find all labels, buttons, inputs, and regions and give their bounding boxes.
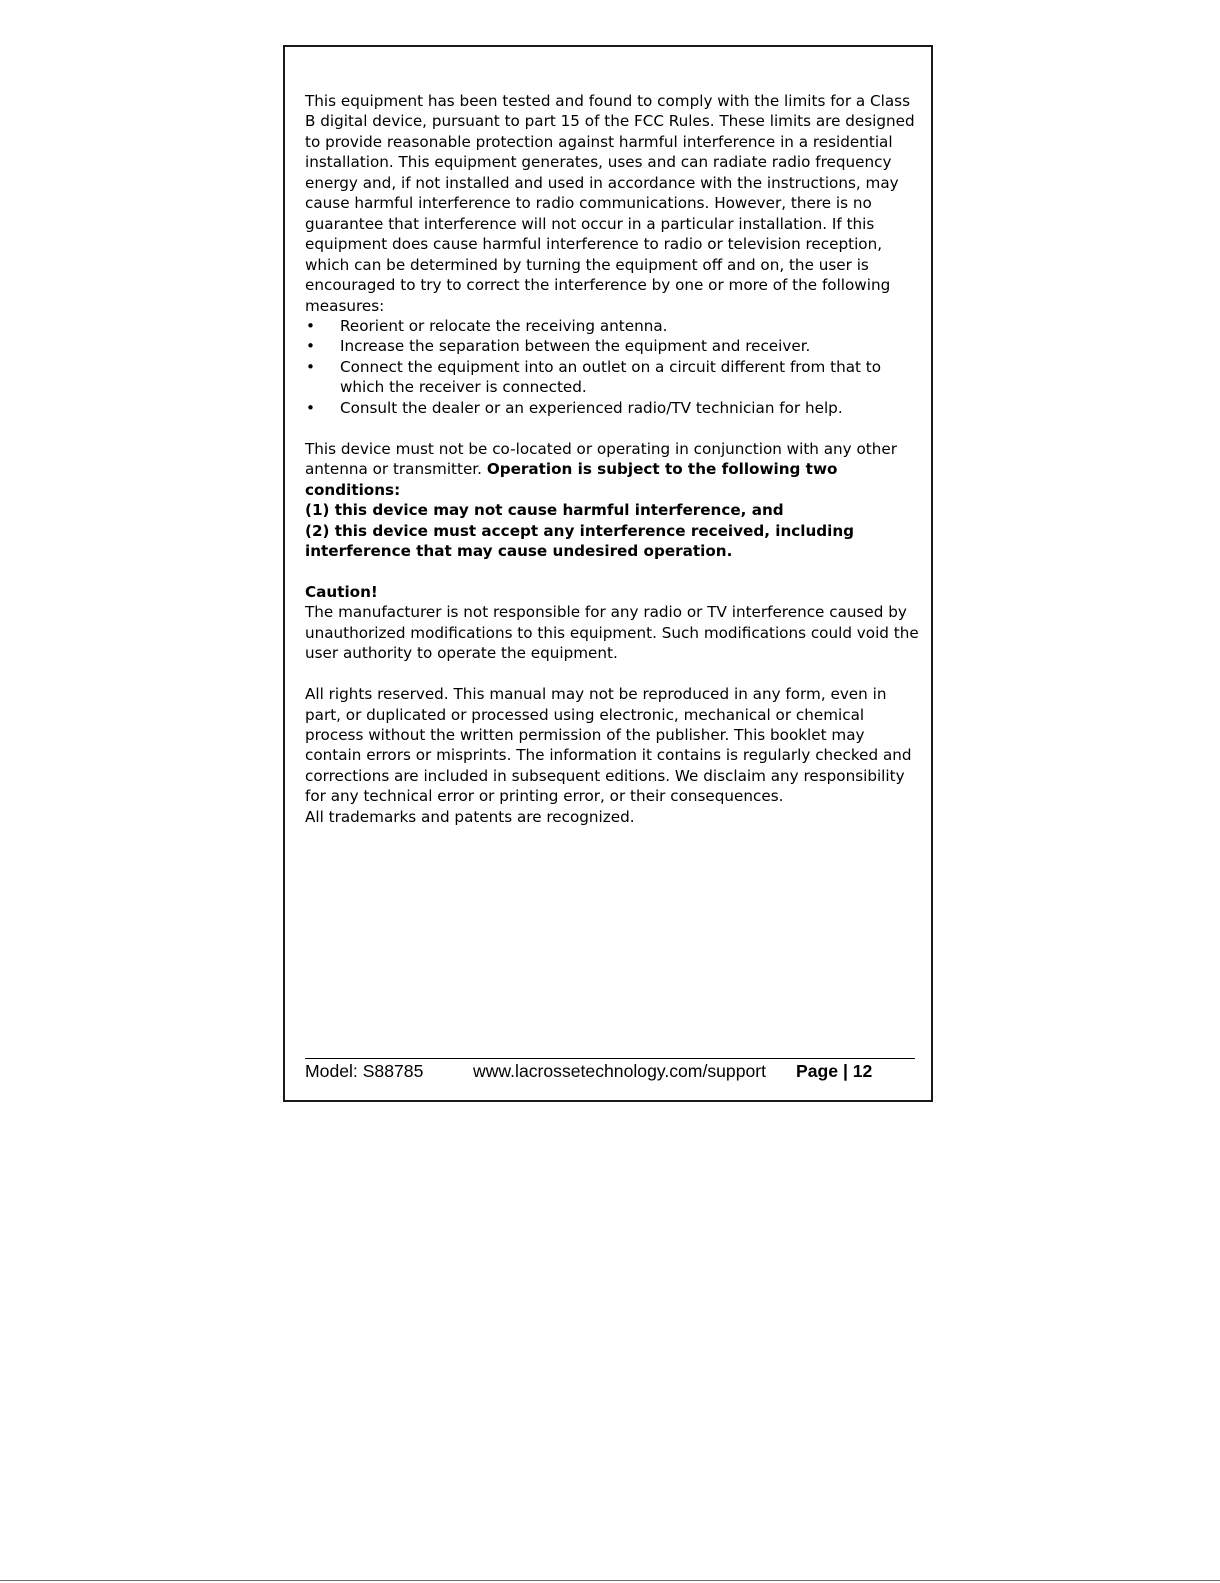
list-item [305, 336, 925, 356]
model-number: Model: S88785 [305, 1061, 424, 1081]
paragraph-spacer [305, 664, 925, 684]
caution-paragraph: The manufacturer is not responsible for any radio or TV interference caused by unauthorized modifications to this equipment. Such modifications could void the user authority to operate the equipment. [305, 603, 919, 663]
bullet-icon: • [306, 398, 315, 417]
rights-paragraph: All rights reserved. This manual may not be reproduced in any form, even in part, or duplicated or processed using electronic, mechanical or chemical process without the written permission of the publisher. This booklet may contain errors or misprints. The information it contains is regularly checked and corrections are included in subsequent editions. We disclaim any responsibility for any technical error or printing error, or their consequences. [305, 685, 912, 806]
measure-text: Reorient or relocate the receiving antenna. [340, 316, 668, 335]
measure-text: Connect the equipment into an outlet on a circuit different from that to which the receiver is connected. [340, 357, 882, 397]
colocation-text: This device must not be co-located or operating in conjunction with any other antenna or transmitter. [305, 439, 897, 479]
caution-heading: Caution! [305, 582, 378, 601]
list-item [305, 316, 925, 336]
list-item [305, 357, 925, 398]
bullet-icon: • [306, 357, 315, 376]
paragraph-spacer [305, 561, 925, 581]
bullet-icon: • [306, 316, 315, 335]
page-edge-line [0, 1580, 1220, 1581]
support-url: www.lacrossetechnology.com/support [473, 1061, 767, 1081]
condition-two: (2) this device must accept any interference received, including interference that may cause undesired operation. [305, 521, 855, 560]
list-item [305, 398, 925, 418]
condition-one: (1) this device may not cause harmful interference, and [305, 501, 784, 520]
manual-page-content [305, 91, 925, 827]
conditions-intro: Operation is subject to the following two conditions: [305, 460, 838, 499]
measure-text: Consult the dealer or an experienced radio/TV technician for help. [340, 398, 843, 417]
bullet-icon: • [306, 337, 315, 356]
measure-text: Increase the separation between the equipment and receiver. [340, 337, 811, 356]
paragraph-spacer [305, 418, 925, 438]
interference-measures-list [305, 316, 925, 418]
trademarks-line: All trademarks and patents are recognized. [305, 807, 635, 826]
fcc-compliance-paragraph: This equipment has been tested and found to comply with the limits for a Class B digital device, pursuant to part 15 of the FCC Rules. These limits are designed to provide reasonable protection against harmful interference in a residential installation. This equipment generates, uses and can radiate radio frequency energy and, if not installed and used in accordance with the instructions, may cause harmful interference to radio communications. However, there is no guarantee that interference will not occur in a particular installation. If this equipment does cause harmful interference to radio or television reception, which can be determined by turning the equipment off and on, the user is encouraged to try to correct the interference by one or more of the following measures: [305, 92, 915, 315]
page-number: Page | 12 [796, 1061, 873, 1081]
page-footer [305, 1059, 915, 1083]
colocation-paragraph [305, 439, 925, 500]
